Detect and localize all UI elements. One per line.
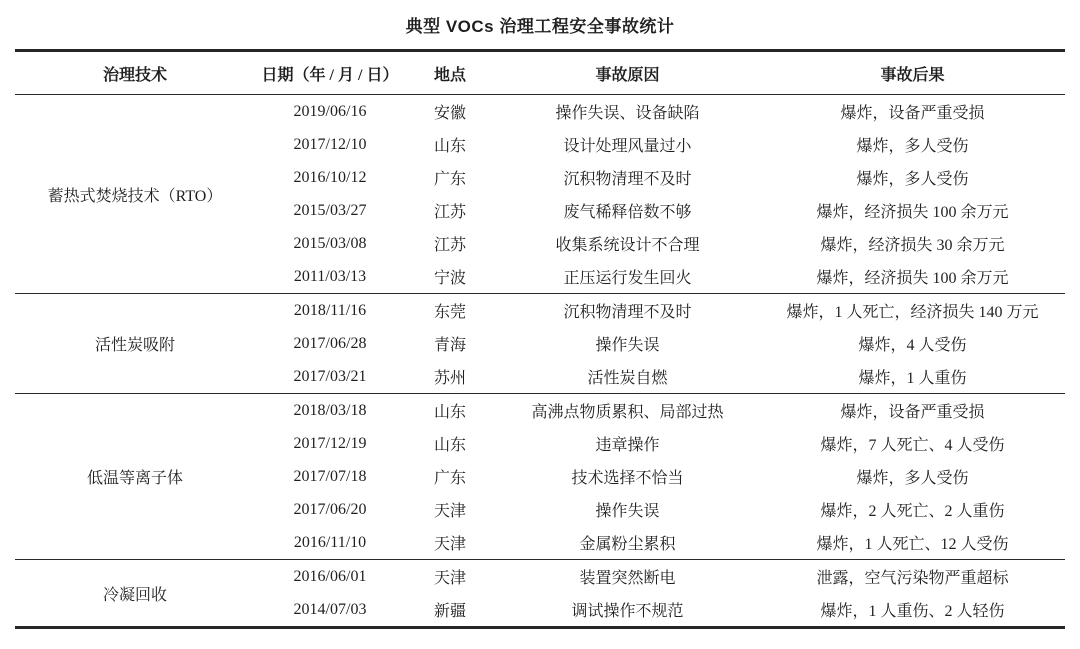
location-cell: 宁波	[433, 270, 466, 287]
cause-cell: 金属粉尘累积	[579, 536, 676, 553]
location-cell: 东莞	[433, 304, 466, 321]
col-header-cause: 事故原因	[595, 66, 660, 84]
date-cell: 2017/06/28	[293, 334, 367, 352]
date-cell: 2017/03/21	[293, 367, 367, 385]
location-cell: 广东	[433, 470, 466, 487]
tech-cell: 冷凝回收	[102, 586, 167, 604]
consequence-cell: 爆炸，7 人死亡、4 人受伤	[820, 437, 1005, 454]
accidents-table	[15, 49, 1065, 629]
cause-cell: 操作失误	[595, 503, 660, 520]
cause-cell: 沉积物清理不及时	[563, 304, 692, 321]
location-cell: 安徽	[433, 105, 466, 122]
consequence-cell: 爆炸，设备严重受损	[840, 404, 985, 421]
cause-cell: 高沸点物质累积、局部过热	[531, 404, 724, 421]
cause-cell: 操作失误、设备缺陷	[555, 105, 700, 122]
cause-cell: 收集系统设计不合理	[555, 237, 700, 254]
col-header-consequence: 事故后果	[880, 66, 945, 84]
consequence-cell: 爆炸，4 人受伤	[858, 337, 967, 354]
consequence-cell: 爆炸，多人受伤	[856, 171, 969, 188]
location-cell: 山东	[433, 404, 466, 421]
location-cell: 天津	[433, 570, 466, 587]
date-cell: 2017/07/18	[293, 467, 367, 485]
location-cell: 青海	[433, 337, 466, 354]
date-cell: 2017/12/19	[293, 434, 367, 452]
consequence-cell: 爆炸，1 人重伤	[858, 370, 967, 387]
date-cell: 2015/03/08	[293, 234, 367, 252]
tech-cell: 低温等离子体	[86, 470, 183, 487]
consequence-cell: 爆炸，设备严重受损	[840, 105, 985, 122]
cause-cell: 操作失误	[595, 337, 660, 354]
table-row	[15, 560, 1065, 594]
date-cell: 2011/03/13	[293, 267, 367, 285]
consequence-cell: 爆炸，1 人重伤、2 人轻伤	[820, 603, 1005, 620]
col-header-tech: 治理技术	[102, 66, 167, 84]
col-header-date: 日期（年 / 月 / 日）	[261, 66, 399, 84]
location-cell: 新疆	[433, 603, 466, 620]
consequence-cell: 爆炸，经济损失 100 余万元	[816, 270, 1009, 287]
cause-cell: 技术选择不恰当	[571, 470, 684, 487]
header-row	[15, 51, 1065, 95]
consequence-cell: 爆炸，1 人死亡，经济损失 140 万元	[786, 304, 1039, 321]
group-low-temp-plasma	[15, 394, 1065, 560]
location-cell: 江苏	[433, 237, 466, 254]
location-cell: 苏州	[433, 370, 466, 387]
group-activated-carbon	[15, 294, 1065, 394]
date-cell: 2016/06/01	[293, 567, 367, 585]
date-cell: 2016/10/12	[293, 168, 367, 186]
cause-cell: 设计处理风量过小	[563, 138, 692, 155]
cause-cell: 废气稀释倍数不够	[563, 204, 692, 221]
group-rto	[15, 95, 1065, 294]
consequence-cell: 泄露，空气污染物严重超标	[816, 570, 1009, 587]
cause-cell: 违章操作	[595, 437, 660, 454]
location-cell: 广东	[433, 171, 466, 188]
date-cell: 2015/03/27	[293, 201, 367, 219]
table-row	[15, 95, 1065, 129]
location-cell: 天津	[433, 503, 466, 520]
date-cell: 2019/06/16	[293, 102, 367, 120]
cause-cell: 沉积物清理不及时	[563, 171, 692, 188]
cause-cell: 活性炭自燃	[587, 370, 668, 387]
cause-cell: 装置突然断电	[579, 570, 676, 587]
group-condensation-recovery	[15, 560, 1065, 628]
table-title: 典型 VOCs 治理工程安全事故统计	[405, 17, 675, 36]
cause-cell: 正压运行发生回火	[563, 270, 692, 287]
location-cell: 山东	[433, 138, 466, 155]
location-cell: 山东	[433, 437, 466, 454]
date-cell: 2017/12/10	[293, 135, 367, 153]
col-header-location: 地点	[433, 66, 466, 84]
date-cell: 2014/07/03	[293, 600, 367, 618]
date-cell: 2017/06/20	[293, 500, 367, 518]
consequence-cell: 爆炸，经济损失 100 余万元	[816, 204, 1009, 221]
date-cell: 2016/11/10	[293, 533, 367, 551]
tech-cell: 蓄热式焚烧技术（RTO）	[47, 187, 223, 205]
table-header	[15, 51, 1065, 95]
consequence-cell: 爆炸，2 人死亡、2 人重伤	[820, 503, 1005, 520]
location-cell: 江苏	[433, 204, 466, 221]
cause-cell: 调试操作不规范	[571, 603, 684, 620]
date-cell: 2018/11/16	[293, 301, 367, 319]
table-row	[15, 294, 1065, 328]
consequence-cell: 爆炸，多人受伤	[856, 138, 969, 155]
date-cell: 2018/03/18	[293, 401, 367, 419]
table-row	[15, 394, 1065, 428]
tech-cell: 活性炭吸附	[94, 337, 175, 354]
consequence-cell: 爆炸，1 人死亡、12 人受伤	[816, 536, 1009, 553]
consequence-cell: 爆炸，经济损失 30 余万元	[820, 237, 1005, 254]
consequence-cell: 爆炸，多人受伤	[856, 470, 969, 487]
location-cell: 天津	[433, 536, 466, 553]
